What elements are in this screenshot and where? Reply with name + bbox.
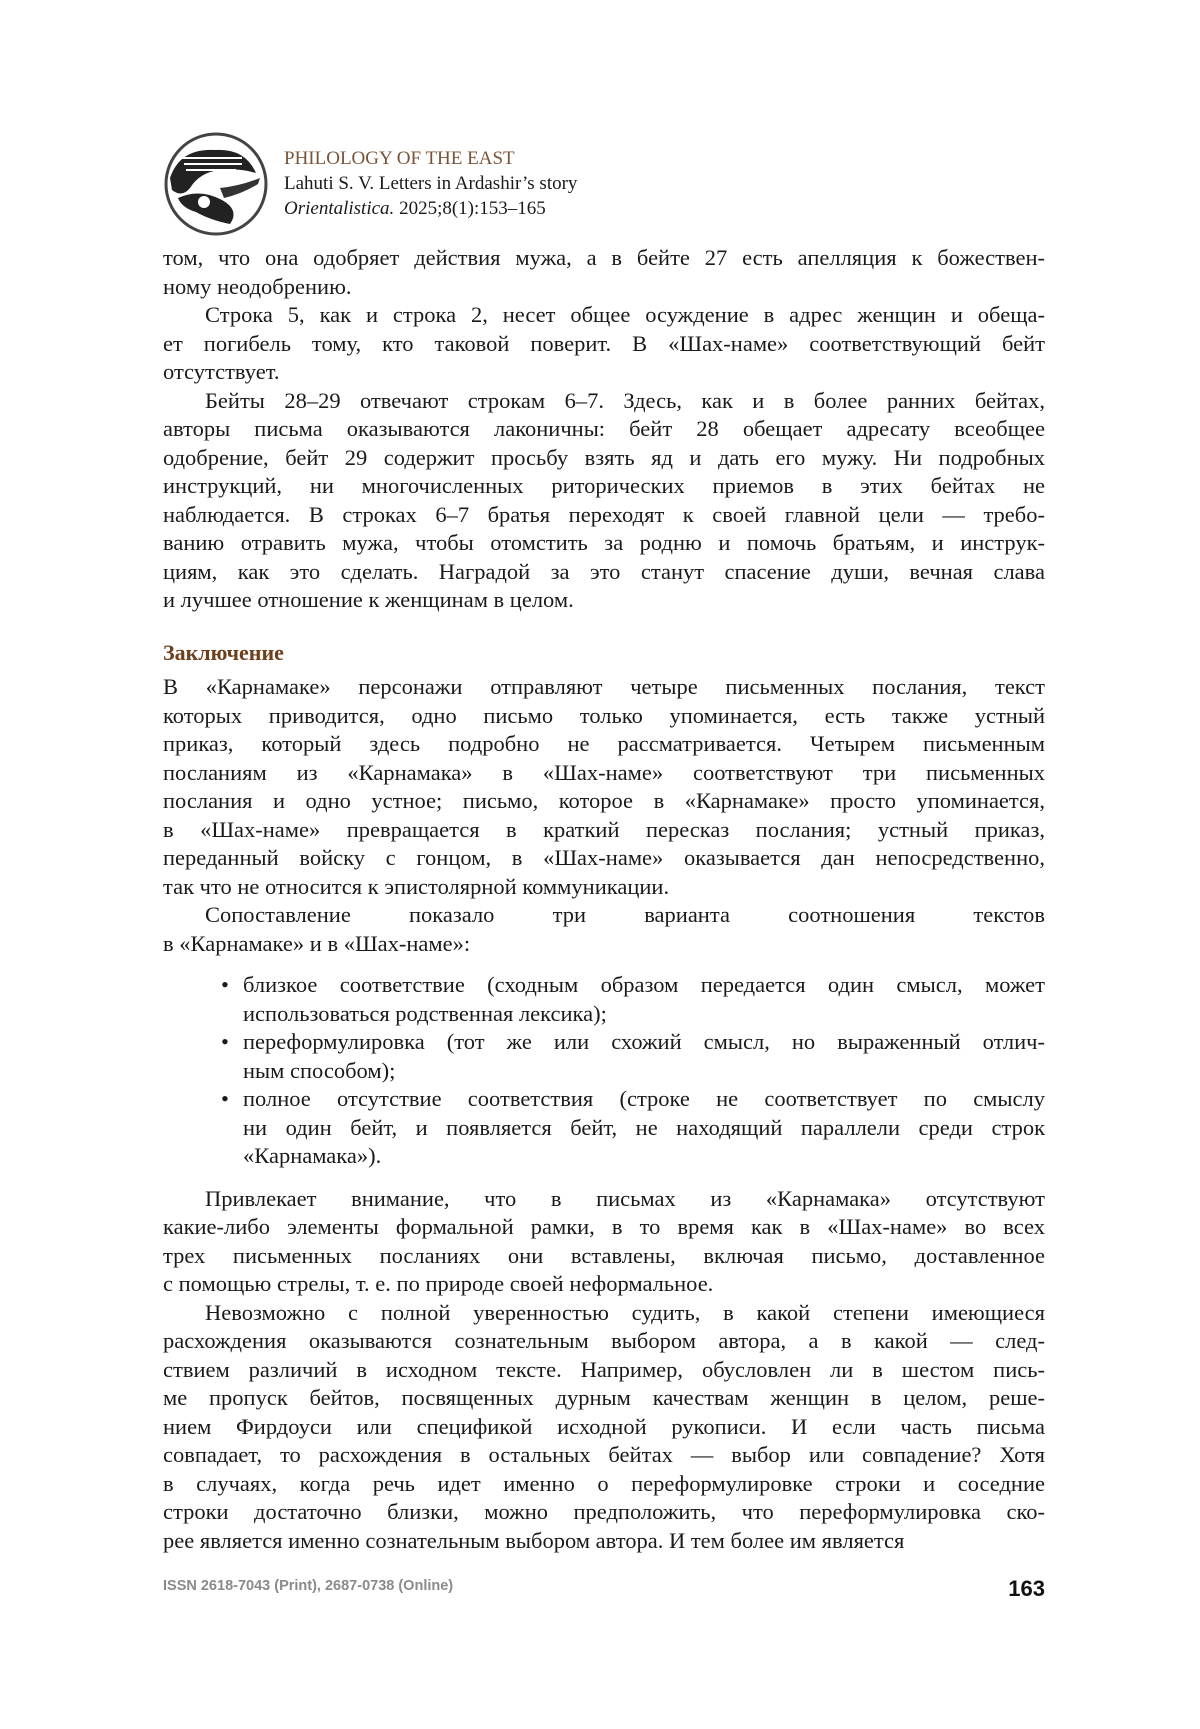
text-line: какие-либо элементы формальной рамки, в то время как в «Шах-наме» во всех: [163, 1214, 1045, 1239]
issn: ISSN 2618-7043 (Print), 2687-0738 (Online): [163, 1578, 454, 1594]
text-line: расхождения оказываются сознательным выбором автора, а в какой — след-: [163, 1328, 1045, 1353]
article-body: [163, 244, 1045, 1555]
text-line: использоваться родственная лексика);: [243, 1000, 607, 1026]
list-item: [163, 971, 1045, 1028]
paragraph: [163, 901, 1045, 958]
text-line: посланиям из «Карнамака» в «Шах-наме» соответствуют три письменных: [163, 759, 1045, 785]
text-line: ным способом);: [243, 1057, 396, 1083]
text-line: строки достаточно близки, можно предположить, что переформулировка ско-: [163, 1499, 1045, 1524]
bullet-icon: •: [221, 1029, 229, 1054]
text-line: переформулировка (тот же или схожий смысл, но выраженный отлич-: [243, 1029, 1045, 1054]
section-heading: Заключение: [163, 639, 284, 665]
text-line: циям, как это сделать. Наградой за это станут спасение души, вечная слава: [163, 558, 1045, 584]
bullet-list: [163, 971, 1045, 1171]
text-line: послания и одно устное; письмо, которое в «Карнамаке» просто упоминается,: [163, 788, 1045, 813]
text-line: нием Фирдоуси или спецификой исходной рукописи. И если часть письма: [163, 1413, 1045, 1439]
text-line: ме пропуск бейтов, посвященных дурным качествам женщин в целом, реше-: [163, 1385, 1045, 1410]
text-line: том, что она одобряет действия мужа, а в бейте 27 есть апелляция к божествен-: [163, 245, 1045, 270]
bullet-icon: •: [221, 1086, 229, 1111]
paragraph: [163, 301, 1045, 387]
text-line: В «Карнамаке» персонажи отправляют четыре письменных послания, текст: [163, 674, 1045, 699]
bullet-icon: •: [221, 972, 229, 997]
text-line: наблюдается. В строках 6–7 братья переходят к своей главной цели — требо-: [163, 501, 1045, 527]
paragraph: [163, 1185, 1045, 1299]
running-header: [284, 146, 577, 221]
journal-name: Orientalistica.: [284, 198, 395, 219]
text-line: ет погибель тому, кто таковой поверит. В «Шах-наме» соответствующий бейт: [163, 330, 1045, 356]
paragraph: [163, 387, 1045, 615]
page-number: 163: [1008, 1576, 1045, 1601]
text-line: полное отсутствие соответствия (строке не соответствует по смыслу: [243, 1086, 1045, 1111]
text-line: Привлекает внимание, что в письмах из «Карнамака» отсутствуют: [205, 1185, 1045, 1211]
list-item: [163, 1085, 1045, 1171]
text-line: совпадает, то расхождения в остальных бейтах — выбор или совпадение? Хотя: [163, 1442, 1045, 1467]
text-line: отсутствует.: [163, 359, 280, 384]
text-line: ному неодобрению.: [163, 273, 352, 299]
text-line: Сопоставление показало три варианта соотношения текстов: [205, 902, 1045, 927]
citation: 2025;8(1):153–165: [399, 198, 546, 219]
text-line: приказ, который здесь подробно не рассматривается. Четырем письменным: [163, 731, 1045, 756]
text-line: переданный войску с гонцом, в «Шах-наме» оказывается дан непосредственно,: [163, 845, 1045, 870]
text-line: ванию отравить мужа, чтобы отомстить за родню и помочь братьям, и инструк-: [163, 530, 1045, 555]
text-line: инструкций, ни многочисленных риторических приемов в этих бейтах не: [163, 473, 1045, 498]
text-line: Невозможно с полной уверенностью судить, в какой степени имеющиеся: [205, 1299, 1045, 1325]
text-line: ни один бейт, и появляется бейт, не находящий параллели среди строк: [243, 1114, 1045, 1140]
text-line: ствием различий в исходном тексте. Например, обусловлен ли в шестом пись-: [163, 1356, 1045, 1382]
paragraph: [163, 1299, 1045, 1556]
text-line: Бейты 28–29 отвечают строкам 6–7. Здесь, как и в более ранних бейтах,: [205, 387, 1045, 413]
paragraph: [163, 244, 1045, 301]
text-line: в «Карнамаке» и в «Шах-наме»:: [163, 930, 471, 956]
text-line: рее является именно сознательным выбором автора. И тем более им является: [163, 1527, 905, 1553]
text-line: и лучшее отношение к женщинам в целом.: [163, 587, 574, 612]
list-item: [163, 1028, 1045, 1085]
text-line: с помощью стрелы, т. е. по природе своей неформальное.: [163, 1271, 714, 1296]
text-line: в случаях, когда речь идет именно о переформулировке строки и соседние: [163, 1470, 1045, 1496]
journal-logo: [160, 128, 272, 240]
text-line: так что не относится к эпистолярной коммуникации.: [163, 873, 670, 899]
article-title: Lahuti S. V. Letters in Ardashir’s story: [284, 173, 578, 194]
text-line: в «Шах-наме» превращается в краткий пересказ послания; устный приказ,: [163, 816, 1045, 842]
paragraph: [163, 673, 1045, 901]
text-line: «Карнамака»).: [243, 1143, 382, 1168]
text-line: трех письменных посланиях они вставлены, включая письмо, доставленное: [163, 1242, 1045, 1268]
text-line: которых приводится, одно письмо только упоминается, есть также устный: [163, 702, 1045, 728]
text-line: близкое соответствие (сходным образом передается один смысл, может: [243, 972, 1045, 997]
text-line: одобрение, бейт 29 содержит просьбу взять яд и дать его мужу. Ни подробных: [163, 444, 1045, 470]
journal-citation: [284, 196, 577, 221]
text-line: Строка 5, как и строка 2, несет общее осуждение в адрес женщин и обеща-: [205, 302, 1045, 327]
text-line: авторы письма оказываются лаконичны: бейт 28 обещает адресату всеобщее: [163, 416, 1045, 441]
section-title: PHILOLOGY OF THE EAST: [284, 148, 515, 169]
